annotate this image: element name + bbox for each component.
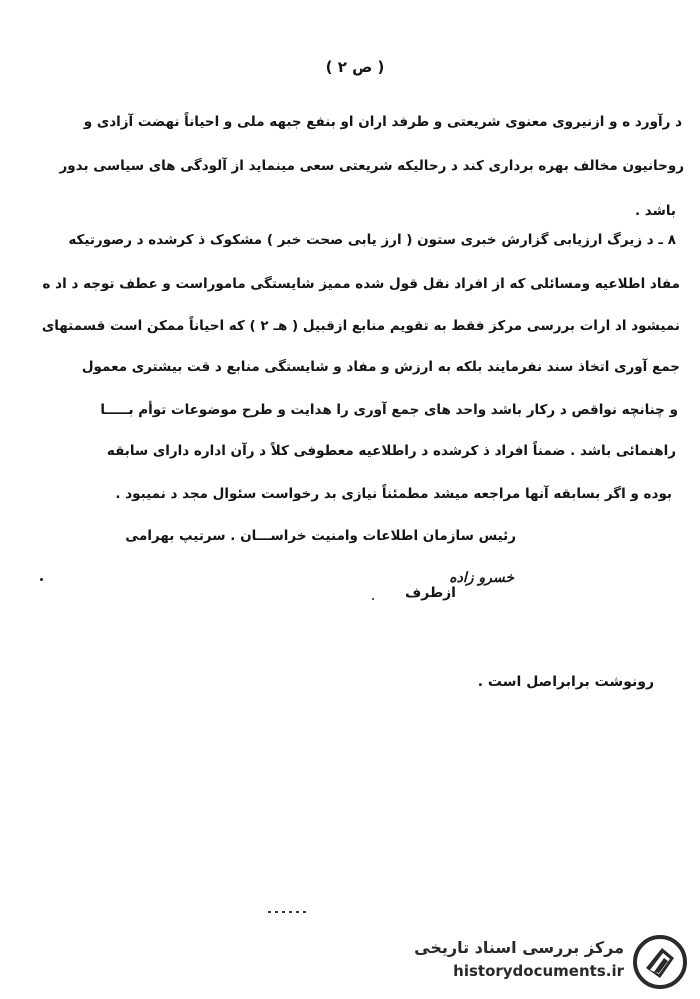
document-line-8: و چنانچه نواقص د رکار باشد واحد های جمع آوری را هدایت و طرح موضوعات توأم بـــــا xyxy=(100,402,678,418)
document-line-9: راهنمائی باشد . ضمناً افراد ذ کرشده د راطلاعیه معطوفی کلاً د رآن اداره دارای سابقه xyxy=(106,443,676,459)
watermark-org-name: مرکز بررسی اسناد تاریخی xyxy=(414,938,624,957)
page-number: ( ص ٢ ) xyxy=(325,58,385,76)
signatory-line: رئیس سازمان اطلاعات وامنیت خراســـان . سرتیپ بهرامی xyxy=(125,528,516,544)
document-line-5: مفاد اطلاعیه ومسائلی که از افراد نقل قول شده ممیز شایستگی ماموراست و عطف توجه د اد ه xyxy=(42,276,680,292)
document-line-6: نمیشود اد ارات بررسی مرکز فقط به تقویم منابع ازقبیل ( هـ ٢ ) که احیاناً ممکن است قسمتهای xyxy=(41,318,680,334)
document-line-2: روحانیون مخالف بهره برداری کند د رحالیکه شریعتی سعی مینماید از آلودگی های سیاسی بدور xyxy=(59,158,684,174)
certification-line: رونوشت برابراصل است . xyxy=(477,674,654,690)
document-line-1: د رآورد ه و ازنیروی معنوی شریعتی و طرفد اران او بنفع جبهه ملی و احیاناً نهضت آزادی و xyxy=(83,114,682,130)
document-line-4: ٨ ـ د زیرگ ارزیابی گزارش خبری ستون ( ارز یابی صحت خبر ) مشکوک ذ کرشده د رصورتیکه xyxy=(68,232,676,248)
document-line-3: باشد . xyxy=(634,203,676,219)
document-line-10: بوده و اگر بسابقه آنها مراجعه میشد مطمئناً نیازی بد رخواست سئوال مجد د نمیبود . xyxy=(115,486,672,502)
watermark xyxy=(404,930,694,992)
from-label: ازطرف xyxy=(404,585,456,601)
ink-speck xyxy=(372,598,374,600)
history-documents-logo-icon xyxy=(632,934,688,990)
watermark-url: historydocuments.ir xyxy=(453,962,624,980)
document-line-7: جمع آوری اتخاذ سند نفرمایند بلکه به ارزش و مفاد و شایستگی منابع د قت بیشتری معمول xyxy=(81,359,680,375)
scan-noise-dots xyxy=(268,898,328,904)
handwritten-signature: خسرو زاده xyxy=(449,570,514,586)
ink-speck xyxy=(40,578,43,581)
